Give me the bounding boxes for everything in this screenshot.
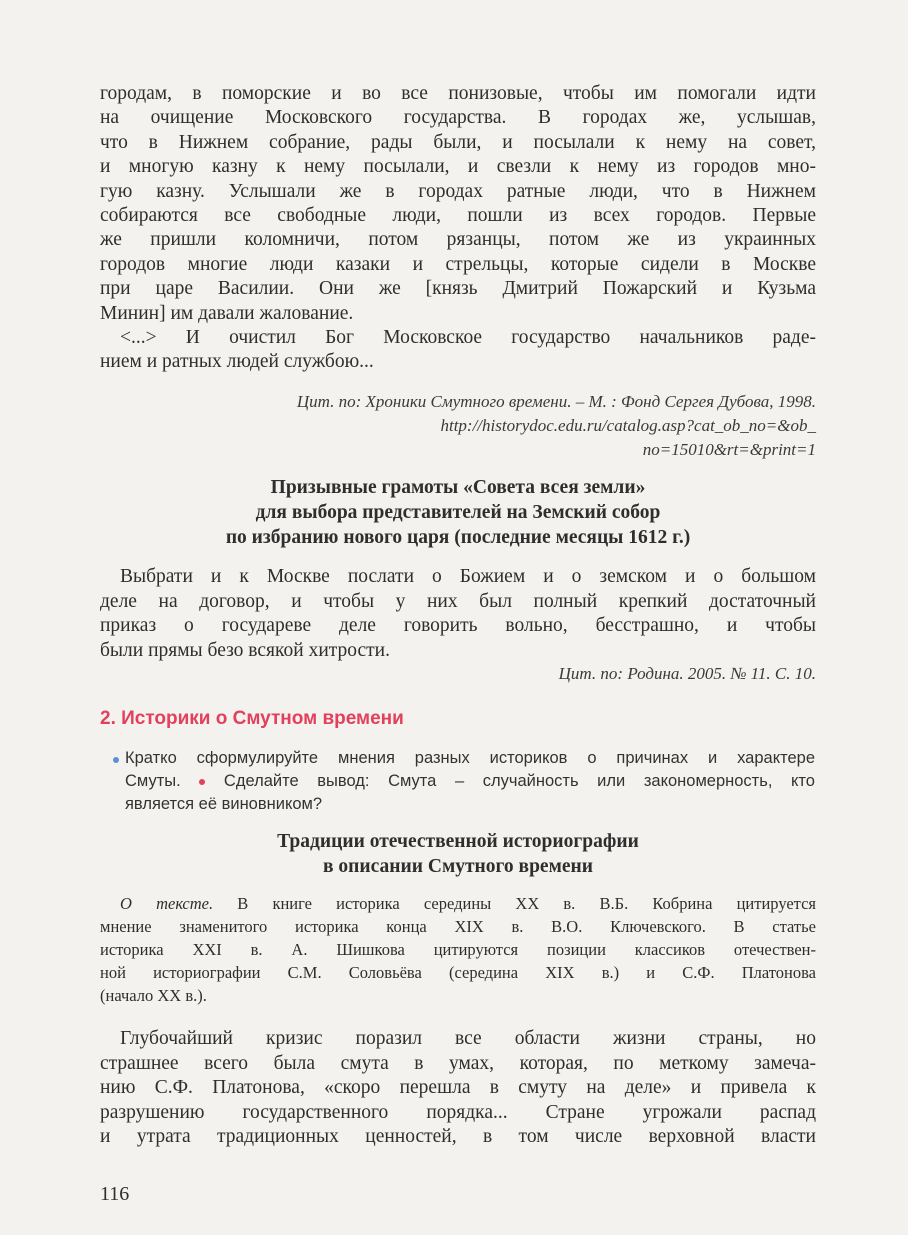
- bullet-icon: [113, 757, 119, 763]
- document-text: [100, 566, 816, 664]
- text-line-content: нию С.Ф. Платонова, «скоро перешла в смуту на деле» и привела к: [100, 1077, 816, 1098]
- text-line-content: страшнее всего была смута в умах, которая, по меткому замеча-: [100, 1052, 816, 1074]
- text-line-content: <...> И очистил Бог Московское государство начальников раде-: [120, 327, 816, 348]
- text-line-content: Выбрати и к Москве послати о Божием и о земском и о большом: [120, 566, 816, 587]
- text-line-content: городам, в поморские и во все понизовые, чтобы им помогали идти: [100, 83, 816, 104]
- text-line-content: были прямы безо всякой хитрости.: [100, 639, 390, 661]
- text-line-content: приказ о государеве деле говорить вольно, бесстрашно, и чтобы: [100, 615, 816, 636]
- document-title: Призывные грамоты «Совета всея земли» для выбора представителей на Земский собор по избранию нового царя (последние месяцы 1612 г.): [225, 477, 691, 548]
- text-line-content: гую казну. Услышали же в городах ратные люди, что в Нижнем: [100, 180, 816, 202]
- task-text: Сделайте вывод: Смута – случайность или закономерность, кто: [223, 772, 815, 790]
- text-line-content: (начало XX в.).: [100, 986, 207, 1005]
- document-citation: Цит. по: Родина. 2005. № 11. С. 10.: [558, 664, 816, 683]
- text-line-content: же пришли коломничи, потом рязанцы, потом же из украинных: [100, 229, 816, 251]
- text-line-content: разрушению государственного порядка... Стране угрожали распад: [100, 1101, 816, 1123]
- page-number: 116: [100, 1183, 130, 1205]
- text-line-content: мнение знаменитого историка конца XIX в. В.О. Ключевского. В статье: [100, 917, 816, 936]
- text-line-content: деле на договор, и чтобы у них был полный крепкий достаточный: [100, 590, 816, 612]
- task-line-2: [125, 772, 815, 791]
- text-line-content: и многую казну к нему посылали, и свезли к нему из городов мно-: [100, 156, 816, 178]
- text-line-content: нием и ратных людей службою...: [100, 351, 374, 373]
- text-line-content: В книге историка середины XX в. В.Б. Кобрина цитируется: [213, 894, 817, 913]
- text-line-content: при царе Василии. Они же [князь Дмитрий Пожарский и Кузьма: [100, 278, 816, 300]
- text-line-content: Минин] им давали жалование.: [100, 302, 354, 324]
- section-title: 2. Историки о Смутном времени: [100, 708, 404, 729]
- bullet-icon: [199, 779, 205, 785]
- task-text: Смуты.: [125, 772, 181, 790]
- source-citation: Цит. по: Хроники Смутного времени. – М. : Фонд Сергея Дубова, 1998. http://historydoc.edu.ru/catalog.asp?cat_ob_no=&ob_ no=15010&rt=&print=1: [296, 392, 816, 459]
- source-text: [100, 83, 816, 376]
- about-text: [100, 894, 816, 1014]
- task-line-3: является её виновником?: [125, 795, 323, 813]
- text-line-content: историка XXI в. А. Шишкова цитируются позиции классиков отечествен-: [100, 940, 816, 959]
- text-line-content: городов многие люди казаки и стрельцы, которые сидели в Москве: [100, 253, 816, 275]
- text-line-content: что в Нижнем собрание, рады были, и посылали к нему на совет,: [100, 131, 816, 153]
- document-title: Традиции отечественной историографии в описании Смутного времени: [277, 831, 639, 877]
- task-line-1: Кратко сформулируйте мнения разных историков о причинах и характере: [125, 749, 815, 767]
- text-line-content: ной историографии С.М. Соловьёва (середина XIX в.) и С.Ф. Платонова: [100, 963, 816, 982]
- historian-text: [100, 1028, 816, 1151]
- task-list: [125, 749, 815, 819]
- text-line-content: собираются все свободные люди, пошли из всех городов. Первые: [100, 205, 816, 226]
- text-line-content: на очищение Московского государства. В городах же, услышав,: [100, 107, 816, 129]
- text-line-content: и утрата традиционных ценностей, в том числе верховной власти: [100, 1126, 816, 1147]
- about-label: О тексте.: [120, 894, 214, 913]
- text-line-content: Глубочайший кризис поразил все области жизни страны, но: [120, 1028, 816, 1049]
